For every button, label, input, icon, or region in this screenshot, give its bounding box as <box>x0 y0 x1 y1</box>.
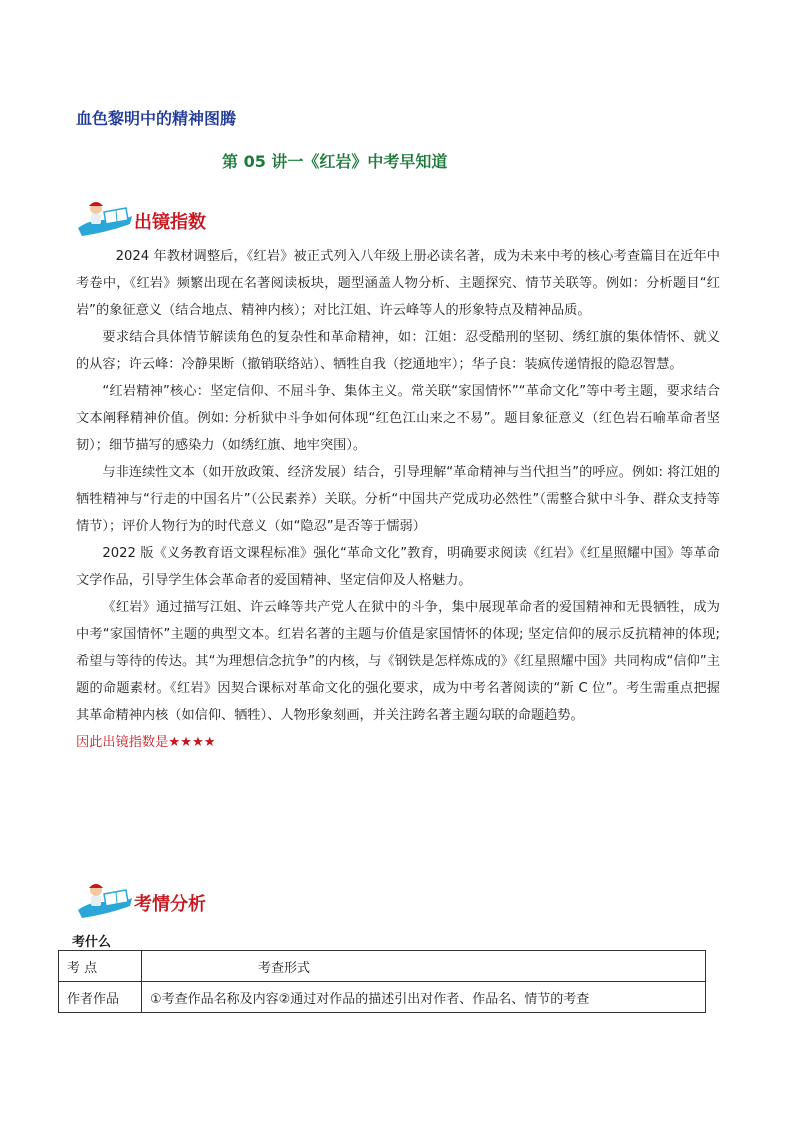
subheading-what-to-test: 考什么 <box>72 935 112 950</box>
reading-child-icon <box>74 198 134 238</box>
section-label-index: 出镜指数 <box>134 212 206 233</box>
table-cell: ①考查作品名称及内容②通过对作品的描述引出对作者、作品名、情节的考查 <box>142 982 706 1013</box>
paragraph: 2022 版《义务教育语文课程标准》强化“革命文化”教育，明确要求阅读《红岩》《红星照耀中国》等革命文学作品，引导学生体会革命者的爱国精神、坚定信仰及人格魅力。 <box>76 546 720 588</box>
section-heading-index <box>74 198 374 238</box>
paragraph: 要求结合具体情节解读角色的复杂性和革命精神，如：江姐：忍受酷刑的坚韧、绣红旗的集体情怀、就义的从容；许云峰：冷静果断（撤销联络站）、牺牲自我（挖通地牢）；华子良：装疯传递情报的隐忍智慧。 <box>76 330 720 372</box>
table-cell: 作者作品 <box>59 982 142 1013</box>
paragraph: 与非连续性文本（如开放政策、经济发展）结合，引导理解“革命精神与当代担当”的呼应。例如: 将江姐的牺牲精神与“行走的中国名片”（公民素养）关联。分析“中国共产党成功必然性”（需整合狱中斗争、群众支持等情节）；评价人物行为的时代意义（如“隐忍”是否等于懦弱） <box>76 465 720 534</box>
table-header: 考查形式 <box>142 951 706 982</box>
paragraph: 《红岩》通过描写江姐、许云峰等共产党人在狱中的斗争，集中展现革命者的爱国精神和无畏牺牲，成为中考“家国情怀”主题的典型文本。红岩名著的主题与价值是家国情怀的体现; 坚定信仰的展示反抗精神的体现; 希望与等待的传达。其“为理想信念抗争”的内核，与《钢铁是怎样炼成的》《红星照耀中国》共同构成“信仰”主题的命题素材。《红岩》因契合课标对革命文化的强化要求，成为中考名著阅读的“新 C 位”。考生需重点把握其革命精神内核（如信仰、牺牲）、人物形象刻画，并关注跨名著主题勾联的命题趋势。 <box>76 600 720 723</box>
paragraph: “红岩精神”核心：坚定信仰、不屈斗争、集体主义。常关联“家国情怀”“革命文化”等中考主题，要求结合文本阐释精神价值。例如: 分析狱中斗争如何体现“红色江山来之不易”。题目象征意义（红色岩石喻革命者坚韧）；细节描写的感染力（如绣红旗、地牢突围）。 <box>76 384 720 453</box>
lecture-title: 第 05 讲一《红岩》中考早知道 <box>222 152 448 171</box>
conclusion-text: 因此出镜指数是 <box>76 735 169 750</box>
table-header: 考 点 <box>59 951 142 982</box>
star-rating: ★★★★ <box>168 735 216 750</box>
exam-table <box>58 950 706 1013</box>
paragraph: 2024 年教材调整后，《红岩》被正式列入八年级上册必读名著，成为未来中考的核心考查篇目在近年中考卷中，《红岩》频繁出现在名著阅读板块，题型涵盖人物分析、主题探究、情节关联等。例如：分析题目“红岩”的象征意义（结合地点、精神内核）；对比江姐、许云峰等人的形象特点及精神品质。 <box>76 249 720 318</box>
conclusion-line <box>76 729 720 756</box>
section-heading-analysis <box>74 880 374 920</box>
table-header-row <box>59 951 706 982</box>
index-body <box>76 243 720 756</box>
doc-title: 血色黎明中的精神图腾 <box>76 109 237 128</box>
section-label-analysis: 考情分析 <box>134 894 206 915</box>
table-row <box>59 982 706 1013</box>
reading-child-icon <box>74 880 134 920</box>
